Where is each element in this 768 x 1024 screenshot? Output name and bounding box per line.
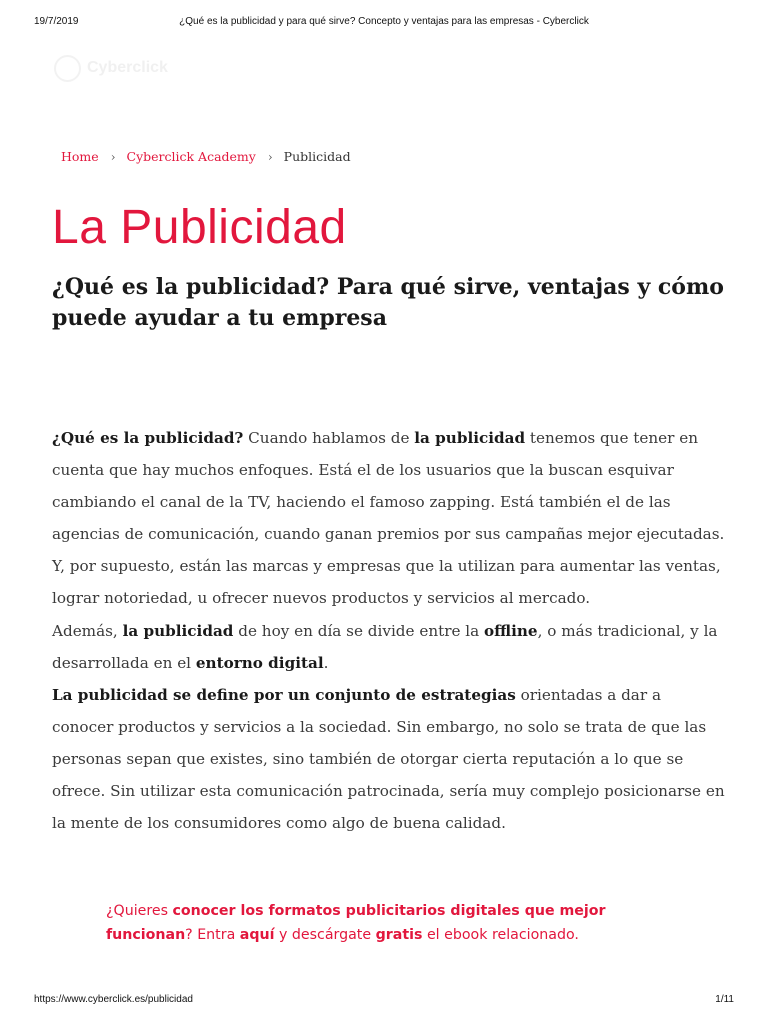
article-paragraph-2 bbox=[52, 615, 727, 679]
callout-free-label: gratis bbox=[375, 927, 423, 943]
breadcrumb-home-link[interactable]: Home bbox=[61, 149, 99, 164]
print-date: 19/7/2019 bbox=[34, 16, 79, 27]
site-logo[interactable] bbox=[54, 53, 168, 83]
article-text: Cuando hablamos de bbox=[243, 429, 415, 447]
article-text: tenemos que tener en cuenta que hay muchos enfoques. Está el de los usuarios que la buscan esquivar cambiando el canal de la TV, haciendo el famoso zapping. Está también el de las agencias de comunicación, cuando ganan premios por sus campañas mejor ejecutadas. Y, por supuesto, están las marcas y empresas que la utilizan para aumentar las ventas, lograr notoriedad, u ofrecer nuevos productos y servicios al mercado. bbox=[52, 429, 725, 608]
logo-mark-icon bbox=[54, 55, 81, 82]
breadcrumb-academy-link[interactable]: Cyberclick Academy bbox=[126, 149, 256, 164]
ebook-callout[interactable] bbox=[106, 899, 636, 947]
article-text: , o más tradicional, y la desarrollada en el bbox=[52, 621, 718, 672]
article-text: Además, bbox=[52, 621, 123, 640]
print-document-title: ¿Qué es la publicidad y para qué sirve? Concepto y ventajas para las empresas - Cyberclick bbox=[179, 16, 589, 27]
breadcrumb-separator-icon: › bbox=[110, 149, 116, 164]
logo-text: Cyberclick bbox=[87, 59, 168, 76]
article-text: de hoy en día se divide entre la bbox=[233, 621, 485, 640]
page-subtitle: ¿Qué es la publicidad? Para qué sirve, ventajas y cómo puede ayudar a tu empresa bbox=[52, 274, 724, 331]
breadcrumb-separator-icon: › bbox=[267, 149, 273, 164]
article-paragraph-1 bbox=[52, 422, 727, 615]
callout-link-here[interactable]: aquí bbox=[239, 927, 275, 943]
print-footer bbox=[34, 994, 734, 1008]
article-strong-text: La publicidad se define por un conjunto de estrategias bbox=[52, 685, 516, 704]
article-strong-text: la publicidad bbox=[122, 621, 234, 640]
article-strong-text: entorno digital bbox=[195, 653, 324, 672]
article-strong-text: offline bbox=[484, 621, 538, 640]
print-url: https://www.cyberclick.es/publicidad bbox=[34, 994, 193, 1005]
article-paragraph-3 bbox=[52, 679, 727, 839]
callout-text: ¿Quieres bbox=[106, 903, 173, 919]
print-page-number: 1/11 bbox=[715, 994, 734, 1005]
breadcrumb bbox=[61, 149, 351, 164]
callout-emphasis: conocer los formatos publicitarios digitales que mejor funcionan bbox=[106, 903, 606, 943]
article-text: orientadas a dar a conocer productos y servicios a la sociedad. Sin embargo, no solo se trata de que las personas sepan que existes, sino también de otorgar cierta reputación a lo que se ofrece. Sin utilizar esta comunicación patrocinada, sería muy complejo posicionarse en la mente de los consumidores como algo de buena calidad. bbox=[52, 685, 725, 833]
print-header bbox=[34, 16, 734, 30]
article-body bbox=[52, 422, 727, 839]
callout-text: el ebook relacionado. bbox=[422, 927, 579, 943]
article-strong-text: la publicidad bbox=[414, 429, 526, 447]
article-strong-text: ¿Qué es la publicidad? bbox=[52, 429, 244, 447]
article-text: . bbox=[323, 653, 329, 672]
callout-text: ? Entra bbox=[185, 927, 240, 943]
breadcrumb-current: Publicidad bbox=[283, 149, 351, 164]
callout-text: y descárgate bbox=[274, 927, 376, 943]
page-title: La Publicidad bbox=[52, 201, 347, 254]
